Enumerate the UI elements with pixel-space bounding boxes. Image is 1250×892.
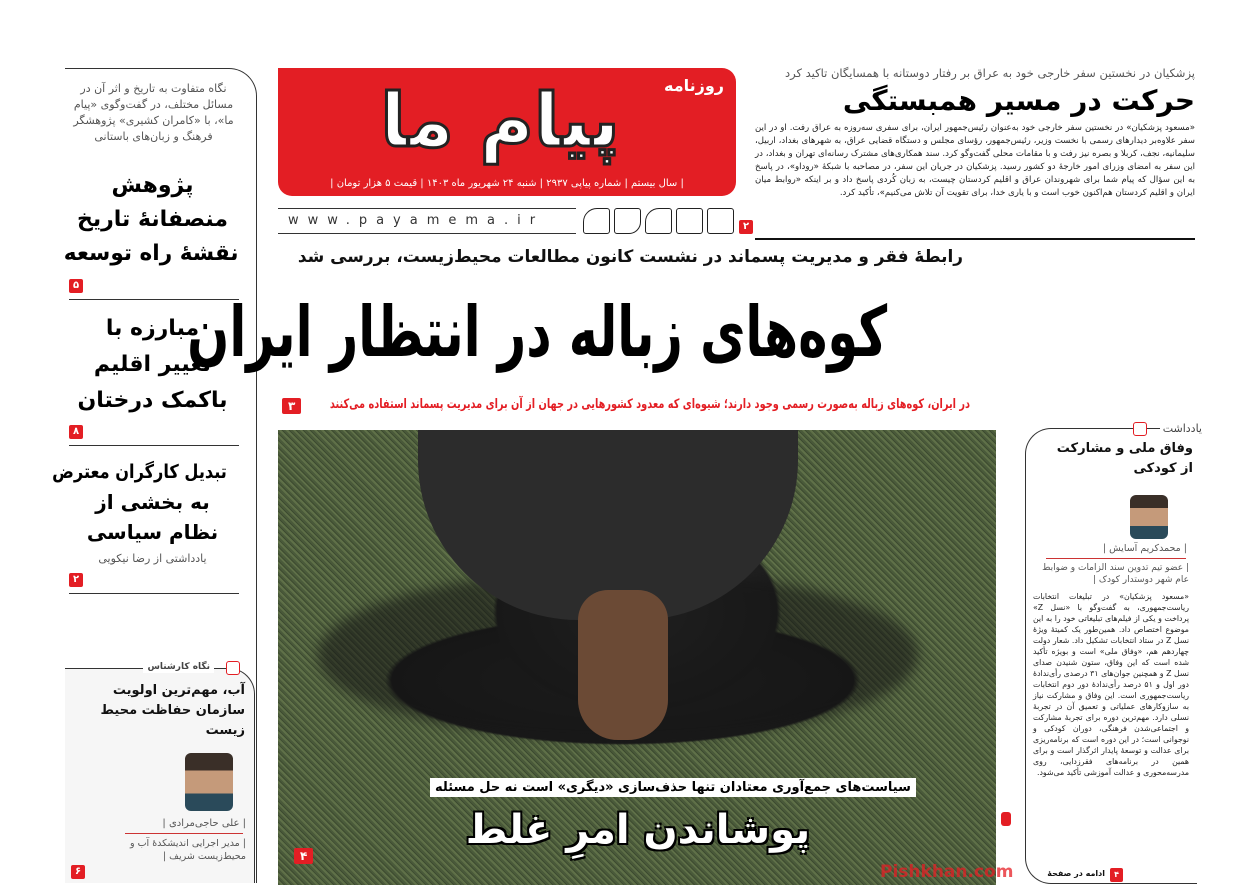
main-subhead: رابطهٔ فقر و مدیریت پسماند در نشست کانون مطالعات محیط‌زیست، بررسی شد — [297, 247, 964, 267]
headline-line: مبارزه با — [105, 316, 200, 341]
expert-view-headline[interactable]: آب، مهم‌ترین اولویت سازمان حفاظت محیط زیست — [100, 683, 245, 738]
note-role: | عضو تیم تدوین سند الزامات و ضوابط عام شهر دوستدار کودک | — [1042, 563, 1189, 585]
page-badge: ۴ — [1110, 868, 1123, 882]
note-author: | محمدکریم آسایش | — [1102, 543, 1187, 554]
page-badge: ۵ — [69, 279, 83, 293]
photo-hands — [578, 590, 668, 740]
page-badge: ۸ — [69, 425, 83, 439]
expert-view-box — [65, 662, 255, 883]
note-continued[interactable]: ادامه در صفحهٔ — [1047, 869, 1105, 878]
photo-headline[interactable]: پوشاندن امرِ غلط — [465, 807, 811, 853]
author-photo — [1130, 495, 1168, 539]
headline-line: تغییر اقلیم — [93, 352, 212, 377]
main-red-subtitle: در ایران، کوه‌های زباله به‌صورت رسمی وجود دارند؛ شیوه‌ای که معدود کشورهایی در جهان از آن برای مدیریت پسماند استفاده می‌کنند — [329, 397, 970, 412]
newspaper-logo: پیام ما — [380, 78, 620, 164]
photo-caption: سیاست‌های جمع‌آوری معتادان تنها حذف‌سازی «دیگری» است نه حل مسئله — [430, 778, 916, 797]
left-story-3-headline[interactable] — [52, 457, 240, 547]
headline-line: منصفانهٔ تاریخ — [77, 207, 228, 232]
expert-role: | مدیر اجرایی اندیشکدهٔ آب و محیط‌زیست شریف | — [130, 838, 246, 862]
main-headline[interactable]: کوه‌های زباله در انتظار ایران — [187, 291, 888, 373]
section-icon — [226, 661, 240, 675]
watermark: Pishkhan.com — [880, 862, 1014, 882]
top-story — [755, 66, 1195, 200]
headline-line: باکمک درختان — [77, 388, 228, 413]
url-row — [278, 208, 736, 234]
headline-line: به بخشی از — [95, 490, 210, 514]
note-section: یادداشت — [1160, 422, 1205, 435]
website-url[interactable]: www.payamema.ir — [278, 208, 576, 234]
logo-square — [614, 208, 641, 234]
page-badge: ۶ — [71, 865, 85, 879]
expert-view-section: نگاه کارشناس — [143, 661, 214, 673]
top-story-kicker: پزشکیان در نخستین سفر خارجی خود به عراق بر رفتار دوستانه با همسایگان تاکید کرد — [785, 66, 1195, 80]
logo-square — [583, 208, 610, 234]
logo-square — [676, 208, 703, 234]
left-story-3-byline: یادداشتی از رضا نیکویی — [98, 552, 207, 565]
headline-line: پژوهش — [111, 173, 194, 198]
logo-square — [645, 208, 672, 234]
expert-author: | علی حاجی‌مرادی | — [162, 818, 246, 829]
page-badge: ۲ — [69, 573, 83, 587]
masthead — [278, 68, 736, 196]
top-story-body: «مسعود پزشکیان» در نخستین سفر خارجی خود به‌عنوان رئیس‌جمهور ایران، برای سفری سه‌روزه به عراق رفت. او در این سفر علاوه‌بر دیدارهای رسمی با نخست وزیر، رئیس‌جمهور، رؤسای مجلس و دستگاه قضایی عراق، به شهرهای بغداد، اربیل، سلیمانیه، نجف، کربلا و بصره نیز رفت و با مقامات محلی گفت‌وگو کرد. سند همکاری‌های مشترک رسانه‌ای تهران و بغداد، در این سفر به امضای وزرای امور خارجهٔ دو کشور رسید. پزشکیان در جریان این سفر، در مصاحبه با شبکهٔ «روداو»، در پاسخ به این سؤال که پیام شما برای شهروندان عراق و اقلیم کردستان چیست، به زبان کُردی پاسخ داد و بر اینکه «روابط میان ایران و اقلیم کردستان هم‌اکنون خوب است و با یاری خدا، برای تقویت آن تلاش می‌کنیم»، تأکید کرد. — [755, 123, 1195, 198]
left-story-1-kicker: نگاه متفاوت به تاریخ و اثر آن در مسائل مختلف، در گفت‌وگوی «پیام ما»، با «کامران کشیری» پژوهشگر فرهنگ و زبان‌های باستانی — [73, 82, 234, 143]
note-headline[interactable]: وفاق ملی و مشارکت از کودکی — [1056, 441, 1193, 476]
page-badge: ۲ — [739, 220, 753, 234]
headline-line: تبدیل کارگران معترض — [52, 461, 227, 483]
issue-line: | سال بیستم | شماره پیاپی ۲۹۳۷ | شنبه ۲۴ شهریور ماه ۱۴۰۳ | قیمت ۵ هزار تومان | — [330, 178, 684, 189]
decor-icon — [1001, 812, 1011, 826]
note-icon — [1133, 422, 1147, 436]
author-photo — [185, 753, 233, 811]
page-badge: ۴ — [294, 848, 313, 864]
top-story-headline[interactable]: حرکت در مسیر همبستگی — [842, 84, 1195, 117]
logo-square — [707, 208, 734, 234]
lead-photo[interactable] — [278, 430, 996, 885]
headline-line: نظام سیاسی — [86, 520, 219, 544]
page-badge: ۳ — [282, 398, 301, 414]
note-column — [1025, 422, 1202, 884]
left-story-1-headline[interactable] — [65, 169, 240, 271]
headline-line: نقشهٔ راه توسعه — [63, 241, 239, 266]
note-body: «مسعود پزشکیان» در تبلیغات انتخابات ریاست‌جمهوری، به گفت‌وگو با «نسل Z» پرداخت و یکی از فیلم‌های تبلیغاتی خود را به این موضوع اختصاص داد. همین‌طور یک کمیتهٔ ویژهٔ نسل Z در ستاد انتخابات تشکیل داد. شعار دولت چهاردهم هم، «وفاق ملی» است و بویژه تأکید شده است که این وفاق، ستون شنیدن صدای نسل Z و همچنین جوان‌های ۳۱ درصدی رأی‌ندادهٔ دور اول و ۵۱ درصد رأی‌ندادهٔ دور دوم انتخابات ریاست‌جمهوری است. این وفاق و مشارکت نیاز به سازوکارهای عملیاتی و تعمیق آن در تجربهٔ نسلی دارد. مهم‌ترین دوره برای تجربهٔ مشارکت و اجتماعی‌شدن فرهنگی، دوران کودکی و نوجوانی است؛ در این دوره است که برنامه‌ریزی برای عدالت و توسعهٔ پایدار اثرگذار است و برای همین در برنامه‌های فقرزدایی، روی مدرسه‌محوری و عدالت آموزشی تأکید می‌شود. — [1033, 592, 1190, 777]
masthead-label: روزنامه — [664, 76, 724, 95]
